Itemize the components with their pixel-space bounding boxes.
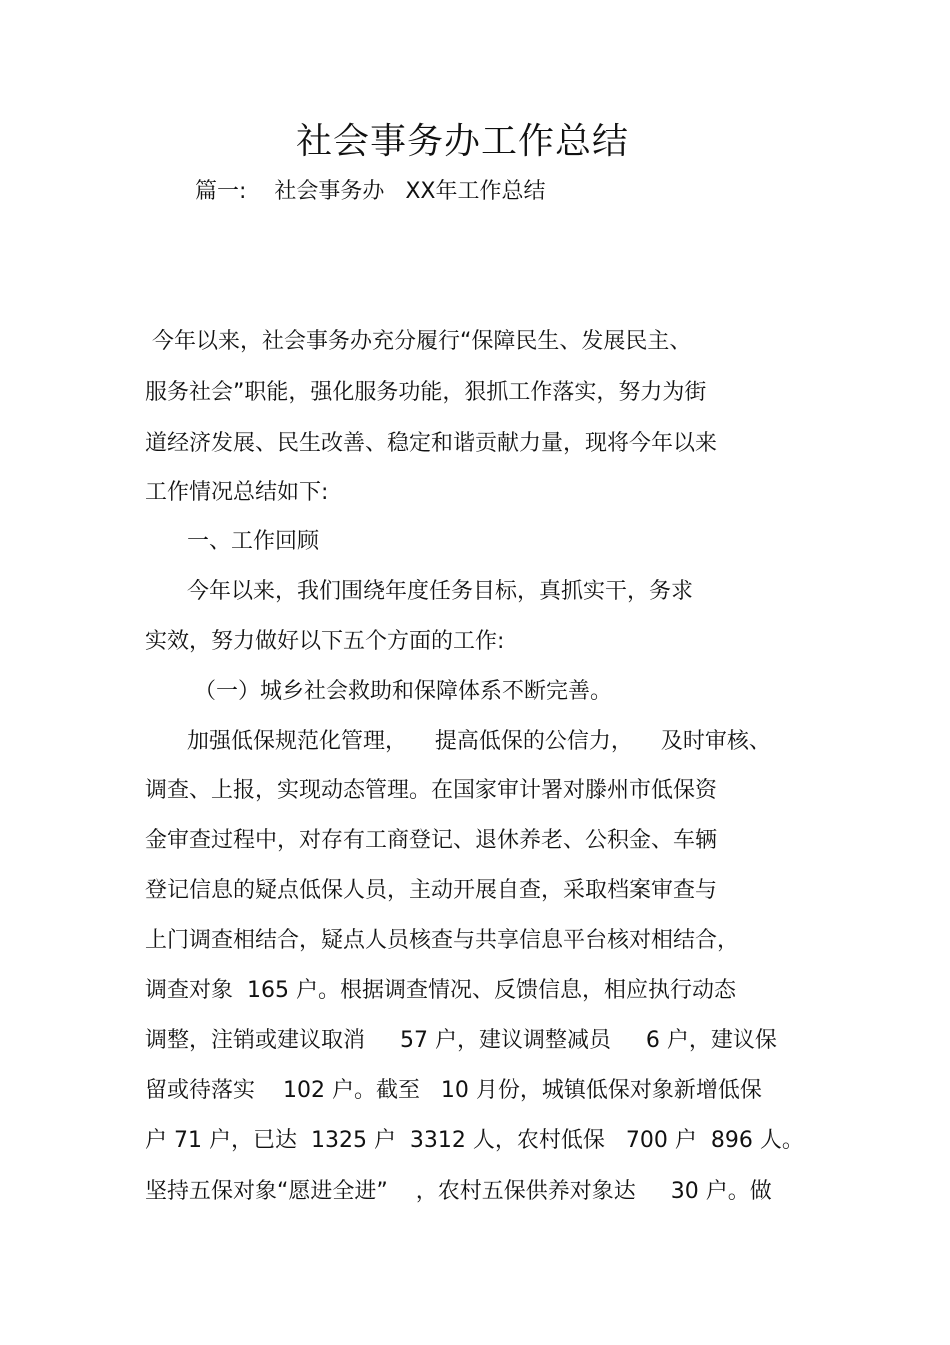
body-line: 坚持五保对象“愿进全进” ，农村五保供养对象达 30 户。做 (145, 1179, 772, 1204)
body-line: 道经济发展、民生改善、稳定和谐贡献力量，现将今年以来 (145, 431, 718, 456)
body-line: 调整，注销或建议取消 57 户，建议调整减员 6 户，建议保 (145, 1028, 777, 1053)
document-title: 社会事务办工作总结 (295, 121, 629, 162)
body-line: 留或待落实 102 户。截至 10 月份，城镇低保对象新增低保 (145, 1078, 762, 1103)
document-subtitle: 篇一: 社会事务办 XX年工作总结 (195, 179, 546, 204)
body-line: 调查对象 165 户。根据调查情况、反馈信息，相应执行动态 (145, 978, 736, 1003)
body-line: 今年以来，社会事务办充分履行“保障民生、发展民主、 (145, 329, 692, 354)
body-line: 金审查过程中，对存有工商登记、退休养老、公积金、车辆 (145, 828, 718, 853)
body-line: 今年以来，我们围绕年度任务目标，真抓实干，务求 (145, 579, 693, 604)
body-line: 上门调查相结合，疑点人员核查与共享信息平台核对相结合， (145, 928, 740, 953)
body-line: 加强低保规范化管理， 提高低保的公信力， 及时审核、 (145, 729, 771, 754)
body-line: 户 71 户，已达 1325 户 3312 人，农村低保 700 户 896 人。 (145, 1128, 804, 1153)
section-heading: 一、工作回顾 (145, 529, 319, 554)
body-line: 调查、上报，实现动态管理。在国家审计署对滕州市低保资 (145, 778, 718, 803)
subsection-heading: （一）城乡社会救助和保障体系不断完善。 (145, 679, 612, 704)
body-line: 工作情况总结如下: (145, 480, 329, 505)
body-line: 登记信息的疑点低保人员，主动开展自查，采取档案审查与 (145, 878, 718, 903)
body-line: 实效，努力做好以下五个方面的工作: (145, 629, 505, 654)
body-line: 服务社会”职能，强化服务功能，狠抓工作落实，努力为街 (145, 380, 707, 405)
